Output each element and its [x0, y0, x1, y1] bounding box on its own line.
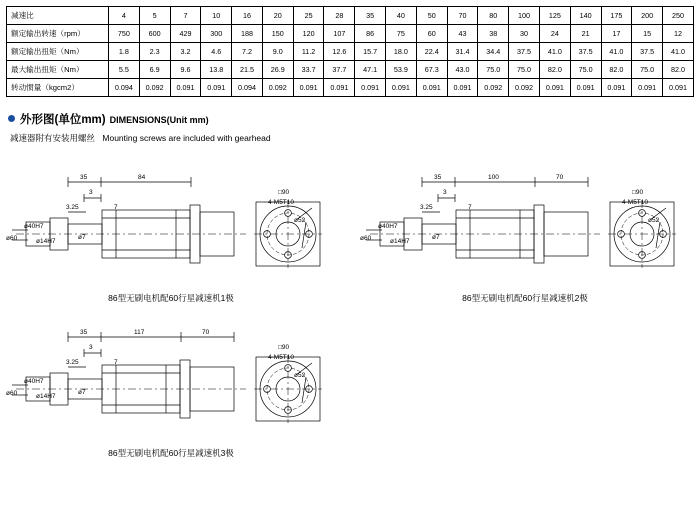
cell: 20	[262, 7, 293, 25]
cell: 600	[139, 25, 170, 43]
cell: 75.0	[478, 61, 509, 79]
cell: 75.0	[632, 61, 663, 79]
cell: 0.091	[539, 79, 570, 97]
cell: 82.0	[663, 61, 694, 79]
cell: 12.6	[324, 43, 355, 61]
row-label: 转动惯量（kgcm2）	[7, 79, 109, 97]
cell: 0.094	[232, 79, 263, 97]
dim-step-a: 3	[443, 189, 447, 196]
cell: 429	[170, 25, 201, 43]
cell: 0.092	[139, 79, 170, 97]
cell: 0.091	[324, 79, 355, 97]
cell: 21	[570, 25, 601, 43]
cell: 26.9	[262, 61, 293, 79]
dim-top-left: 35	[80, 329, 88, 336]
cell: 13.8	[201, 61, 232, 79]
cell: 82.0	[539, 61, 570, 79]
cell: 750	[109, 25, 140, 43]
dim-flange-dia: ø40H7	[24, 378, 44, 385]
cell: 34.4	[478, 43, 509, 61]
cell: 125	[539, 7, 570, 25]
dim-face-dia: □90	[278, 344, 290, 351]
cell: 50	[416, 7, 447, 25]
cell: 0.092	[478, 79, 509, 97]
cell: 75.0	[509, 61, 540, 79]
section-title-cn: 外形图(单位mm)	[20, 114, 106, 126]
dim-top-right: 70	[202, 329, 210, 336]
table-row	[7, 79, 694, 97]
dim-step-b: 3.25	[66, 359, 79, 366]
dim-shaft-len: 7	[114, 204, 118, 211]
cell: 0.092	[509, 79, 540, 97]
table-row	[7, 25, 694, 43]
drawing-2-svg	[360, 160, 690, 290]
section-note	[10, 132, 700, 144]
dim-face-dia: □90	[632, 189, 644, 196]
cell: 75.0	[570, 61, 601, 79]
cell: 86	[355, 25, 386, 43]
cell: 41.0	[539, 43, 570, 61]
drawing-3-caption: 86型无刷电机配60行星减速机3极	[108, 448, 234, 458]
dim-shaft-len: 7	[114, 359, 118, 366]
dim-step-a: 3	[89, 344, 93, 351]
dim-shaft-dia: ø7	[78, 389, 86, 396]
cell: 9.6	[170, 61, 201, 79]
datasheet-page	[0, 6, 700, 506]
cell: 28	[324, 7, 355, 25]
dim-shaft-len: 7	[468, 204, 472, 211]
dim-screw: 4-M5T10	[268, 354, 295, 361]
row-label: 额定输出扭矩（Nm）	[7, 43, 109, 61]
cell: 21.5	[232, 61, 263, 79]
cell: 188	[232, 25, 263, 43]
cell: 40	[386, 7, 417, 25]
cell: 24	[539, 25, 570, 43]
cell: 3.2	[170, 43, 201, 61]
dim-shaft-dia: ø7	[78, 234, 86, 241]
cell: 10	[201, 7, 232, 25]
cell: 0.091	[416, 79, 447, 97]
cell: 12	[663, 25, 694, 43]
bullet-icon	[8, 115, 15, 122]
dim-top-left: 35	[80, 174, 88, 181]
cell: 53.9	[386, 61, 417, 79]
cell: 16	[232, 7, 263, 25]
cell: 41.0	[601, 43, 632, 61]
cell: 0.091	[170, 79, 201, 97]
cell: 5	[139, 7, 170, 25]
cell: 41.0	[663, 43, 694, 61]
dim-step-b: 3.25	[420, 204, 433, 211]
cell: 38	[478, 25, 509, 43]
cell: 18.0	[386, 43, 417, 61]
drawing-3-stage	[6, 315, 336, 458]
cell: 0.091	[386, 79, 417, 97]
drawing-1-caption: 86型无刷电机配60行星减速机1极	[108, 293, 234, 303]
cell: 30	[509, 25, 540, 43]
cell: 0.091	[201, 79, 232, 97]
cell: 107	[324, 25, 355, 43]
cell: 7.2	[232, 43, 263, 61]
section-header	[8, 111, 700, 127]
dim-bore: ø14H7	[36, 238, 56, 245]
cell: 0.094	[109, 79, 140, 97]
cell: 1.8	[109, 43, 140, 61]
cell: 15	[632, 25, 663, 43]
specification-table	[6, 6, 694, 97]
dim-body-dia: ø60	[360, 235, 372, 242]
cell: 43.0	[447, 61, 478, 79]
cell: 7	[170, 7, 201, 25]
cell: 200	[632, 7, 663, 25]
cell: 60	[416, 25, 447, 43]
cell: 22.4	[416, 43, 447, 61]
cell: 300	[201, 25, 232, 43]
dim-flange-dia: ø40H7	[24, 223, 44, 230]
cell: 43	[447, 25, 478, 43]
cell: 100	[509, 7, 540, 25]
drawing-1-stage	[6, 160, 336, 303]
cell: 37.5	[570, 43, 601, 61]
cell: 0.092	[262, 79, 293, 97]
row-label: 最大输出扭矩（Nm）	[7, 61, 109, 79]
section-note-cn: 减速器附有安装用螺丝	[10, 133, 96, 143]
cell: 33.7	[293, 61, 324, 79]
cell: 11.2	[293, 43, 324, 61]
table-row	[7, 61, 694, 79]
cell: 9.0	[262, 43, 293, 61]
cell: 17	[601, 25, 632, 43]
dim-face-dia: □90	[278, 189, 290, 196]
dim-body-dia: ø60	[6, 390, 18, 397]
cell: 82.0	[601, 61, 632, 79]
cell: 47.1	[355, 61, 386, 79]
cell: 175	[601, 7, 632, 25]
cell: 6.9	[139, 61, 170, 79]
cell: 70	[447, 7, 478, 25]
drawing-3-svg	[6, 315, 336, 445]
cell: 35	[355, 7, 386, 25]
cell: 250	[663, 7, 694, 25]
cell: 2.3	[139, 43, 170, 61]
cell: 0.091	[570, 79, 601, 97]
dim-body-dia: ø60	[6, 235, 18, 242]
dim-top-mid: 117	[134, 329, 145, 336]
cell: 4.6	[201, 43, 232, 61]
cell: 0.091	[355, 79, 386, 97]
section-title-en: DIMENSIONS(Unit mm)	[109, 115, 209, 125]
table-row	[7, 7, 694, 25]
dim-shaft-dia: ø7	[432, 234, 440, 241]
dim-top-right: 84	[138, 174, 146, 181]
cell: 150	[262, 25, 293, 43]
cell: 0.091	[663, 79, 694, 97]
cell: 31.4	[447, 43, 478, 61]
table-row	[7, 43, 694, 61]
drawing-1-svg	[6, 160, 336, 290]
section-note-en: Mounting screws are included with gearhead	[102, 133, 271, 143]
cell: 0.091	[447, 79, 478, 97]
row-label: 减速比	[7, 7, 109, 25]
drawing-2-stage	[360, 160, 690, 303]
cell: 0.091	[293, 79, 324, 97]
cell: 0.091	[601, 79, 632, 97]
dim-pcd: ø52	[648, 217, 660, 224]
cell: 37.5	[632, 43, 663, 61]
dim-top-mid: 100	[488, 174, 499, 181]
cell: 80	[478, 7, 509, 25]
dim-pcd: ø52	[294, 217, 306, 224]
dim-step-a: 3	[89, 189, 93, 196]
dim-screw: 4-M5T10	[268, 199, 295, 206]
dim-flange-dia: ø40H7	[378, 223, 398, 230]
cell: 120	[293, 25, 324, 43]
cell: 37.5	[509, 43, 540, 61]
cell: 15.7	[355, 43, 386, 61]
cell: 25	[293, 7, 324, 25]
cell: 5.5	[109, 61, 140, 79]
cell: 4	[109, 7, 140, 25]
drawing-2-caption: 86型无刷电机配60行星减速机2极	[462, 293, 588, 303]
dim-step-b: 3.25	[66, 204, 79, 211]
cell: 67.3	[416, 61, 447, 79]
dim-pcd: ø52	[294, 372, 306, 379]
row-label: 额定输出转速（rpm）	[7, 25, 109, 43]
dim-bore: ø14H7	[36, 393, 56, 400]
cell: 75	[386, 25, 417, 43]
dim-top-right: 70	[556, 174, 564, 181]
dim-bore: ø14H7	[390, 238, 410, 245]
cell: 140	[570, 7, 601, 25]
cell: 0.091	[632, 79, 663, 97]
cell: 37.7	[324, 61, 355, 79]
dim-screw: 4-M5T10	[622, 199, 649, 206]
dim-top-left: 35	[434, 174, 442, 181]
